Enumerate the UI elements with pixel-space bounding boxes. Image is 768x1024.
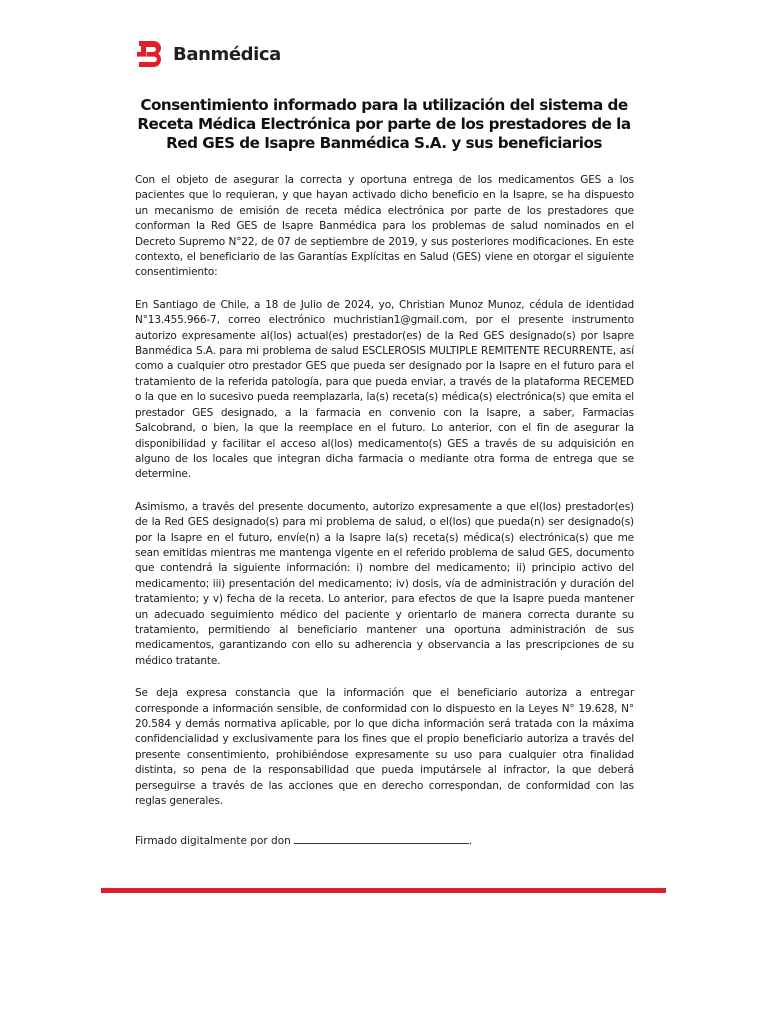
signature-blank xyxy=(294,833,469,844)
signature-label: Firmado digitalmente por don xyxy=(135,835,291,847)
document-title: Consentimiento informado para la utilización del sistema de Receta Médica Electrónica por parte de los prestadores de la Red GES de Isapre Banmédica S.A. y sus beneficiarios xyxy=(137,96,631,152)
document-body xyxy=(135,173,634,826)
brand-name: Banmédica xyxy=(173,43,281,65)
signature-line xyxy=(135,833,472,847)
brand-logo xyxy=(137,38,281,70)
paragraph-confidentiality: Se deja expresa constancia que la información que el beneficiario autoriza a entregar corresponde a información sensible, de conformidad con lo dispuesto en la Leyes N° 19.628, N° 20.584 y demás normativa aplicable, por lo que dicha información será tratada con la máxima confidencialidad y exclusivamente para los fines que el propio beneficiario autoriza a través del presente consentimiento, prohibiéndose expresamente su uso para cualquier otra finalidad distinta, so pena de la responsabilidad que pueda imputársele al infractor, la que deberá perseguirse a través de las acciones que en derecho correspondan, de conformidad con las reglas generales. xyxy=(135,687,634,808)
paragraph-intro: Con el objeto de asegurar la correcta y oportuna entrega de los medicamentos GES a los pacientes que lo requieran, y que hayan activado dicho beneficio en la Isapre, se ha dispuesto un mecanismo de emisión de receta médica electrónica por parte de los prestadores que conforman la Red GES de Isapre Banmédica para los problemas de salud nominados en el Decreto Supremo N°22, de 07 de septiembre de 2019, y sus posteriores modificaciones. En este contexto, el beneficiario de las Garantías Explícitas en Salud (GES) viene en otorgar el siguiente consentimiento: xyxy=(135,174,634,279)
banmedica-b-logo-icon xyxy=(137,38,167,70)
paragraph-isapre-prescriptions: Asimismo, a través del presente documento, autorizo expresamente a que el(los) prestador(es) de la Red GES designado(s) para mi problema de salud, o el(los) que pueda(n) ser designado(s) por la Isapre en el futuro, envíe(n) a la Isapre la(s) receta(s) médica(s) electrónica(s) que me sean emitidas mientras me mantenga vigente en el referido problema de salud GES, documento que contendrá la siguiente información: i) nombre del medicamento; ii) principio activo del medicamento; iii) presentación del medicamento; iv) dosis, vía de administración y duración del tratamiento; y v) fecha de la receta. Lo anterior, para efectos de que la Isapre pueda mantener un adecuado seguimiento médico del paciente y orientarlo de manera correcta durante su tratamiento, permitiendo al beneficiario mantener una oportuna administración de sus medicamentos, garantizando con ello su adherencia y observancia a las prescripciones de su médico tratante. xyxy=(135,500,634,667)
paragraph-authorization: En Santiago de Chile, a 18 de Julio de 2024, yo, Christian Munoz Munoz, cédula de identidad N°13.455.966-7, correo electrónico muchristian1@gmail.com, por el presente instrumento autorizo expresamente al(los) actual(es) prestador(es) de la Red GES designado(s) por Isapre Banmédica S.A. para mi problema de salud ESCLEROSIS MULTIPLE REMITENTE RECURRENTE, así como a cualquier otro prestador GES que pueda ser designado por la Isapre en el futuro para el tratamiento de la referida patología, para que pueda enviar, a través de la plataforma RECEMED o la que en lo sucesivo pueda reemplazarla, la(s) receta(s) médica(s) electrónica(s) que emita el prestador GES designado, a la farmacia en convenio con la Isapre, a saber, Farmacias Salcobrand, o bien, la que la reemplace en el futuro. Lo anterior, con el fin de asegurar la disponibilidad y facilitar el acceso al(los) medicamento(s) GES a través de su adquisición en alguno de los locales que integran dicha farmacia o mediante otra forma de entrega que se determine. xyxy=(135,298,634,481)
footer-red-divider xyxy=(101,888,666,893)
signature-end: . xyxy=(468,835,473,847)
